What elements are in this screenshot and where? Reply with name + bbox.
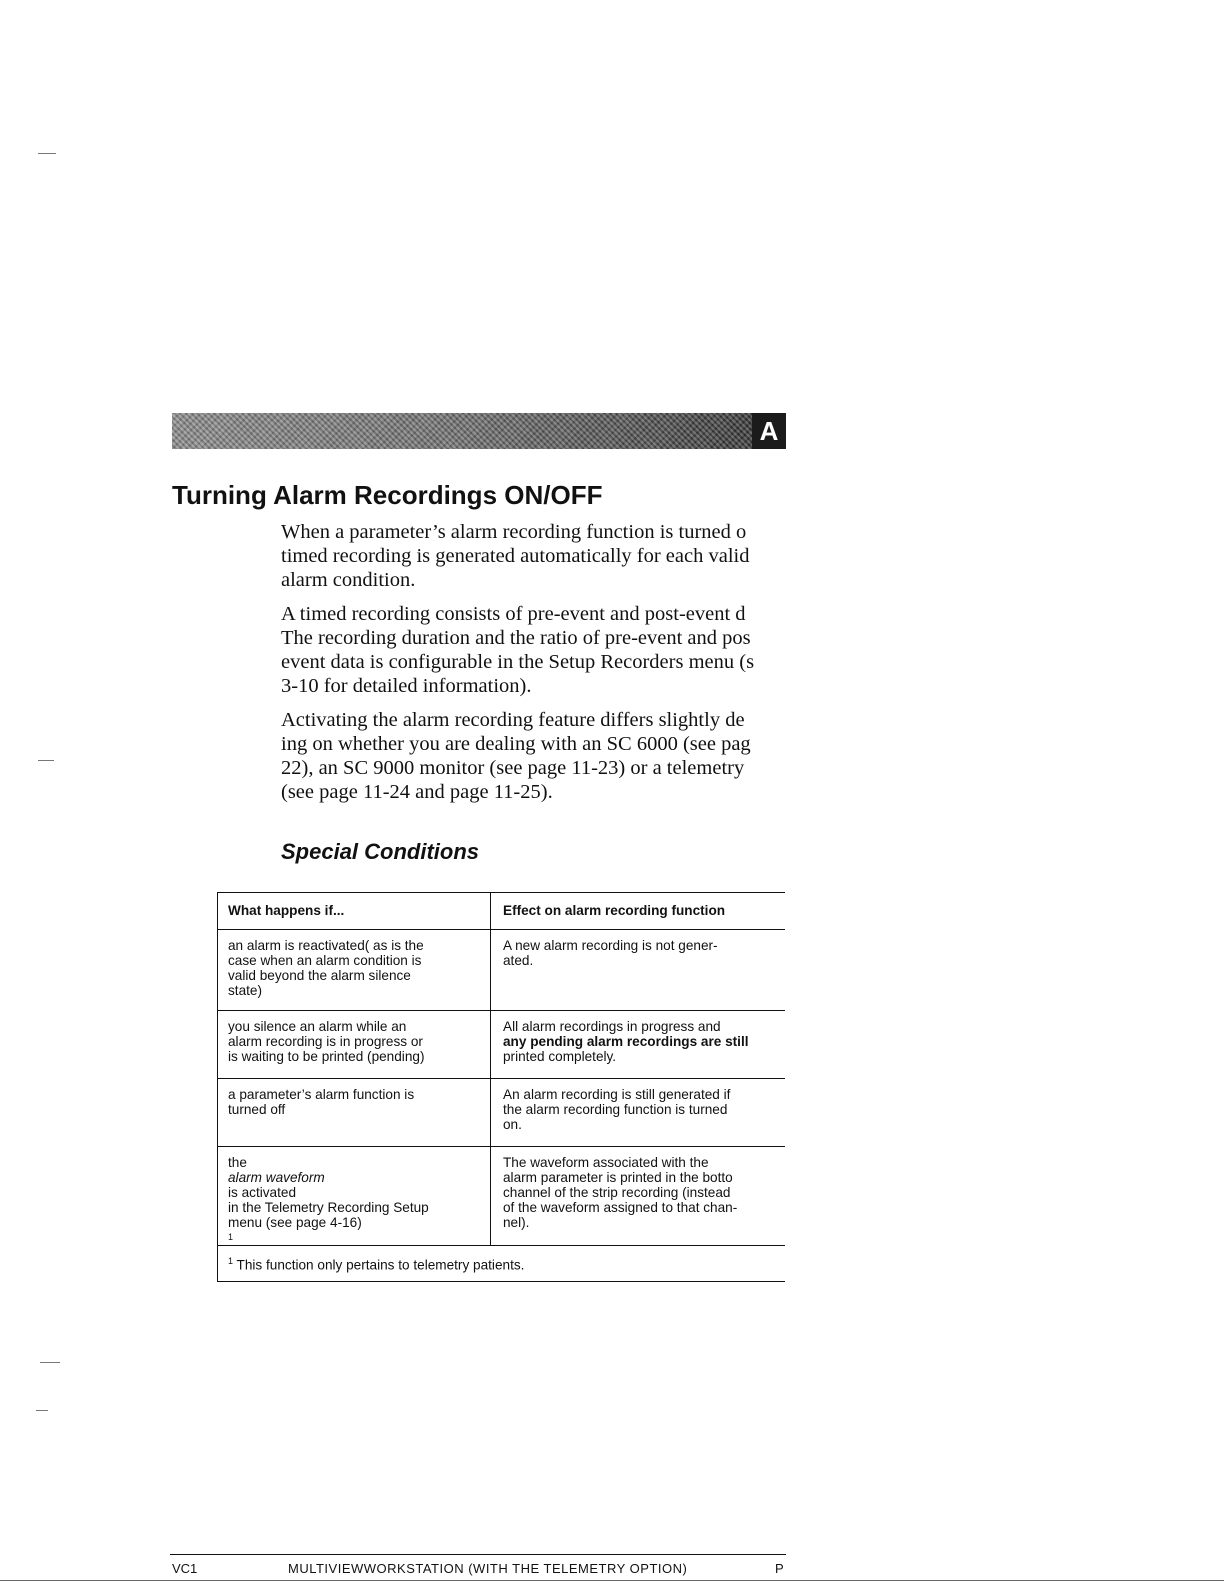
paragraph-2: A timed recording consists of pre-event and post-event d The recording duration and the ratio of pre-event and pos event data is configurable in the Setup Recorders menu (s 3-10 for detailed information). — [281, 603, 755, 697]
special-conditions-heading: Special Conditions — [281, 839, 480, 864]
scan-mark — [40, 1362, 60, 1363]
column-header-effect: Effect on alarm recording function — [503, 903, 726, 918]
table-row — [217, 930, 785, 1011]
appendix-letter: A — [752, 413, 786, 449]
footer-left: VC1 — [172, 1561, 198, 1576]
scan-mark — [38, 760, 54, 761]
table-header — [217, 892, 785, 930]
section-title: Turning Alarm Recordings ON/OFF — [172, 480, 603, 510]
scan-mark — [38, 153, 56, 154]
table-row — [217, 1079, 785, 1147]
effect-cell: All alarm recordings in progress and any pending alarm recordings are still printed completely. — [503, 1019, 749, 1064]
effect-cell: A new alarm recording is not gener- ated. — [503, 938, 718, 968]
footnote-reference: 1 — [228, 1232, 234, 1242]
paragraph-3: Activating the alarm recording feature differs slightly de ing on whether you are dealing with an SC 6000 (see pag 22), an SC 9000 monitor (see page 11-23) or a telemetry (see page 11-24 and page 11-25). — [281, 709, 751, 803]
condition-cell: an alarm is reactivated( as is the case when an alarm condition is valid beyond the alarm silence state) — [217, 930, 491, 1010]
footer-rule — [170, 1554, 786, 1555]
column-header-what: What happens if... — [217, 893, 491, 929]
scan-mark — [36, 1410, 48, 1411]
footer-center: MULTIVIEWWORKSTATION (WITH THE TELEMETRY OPTION) — [288, 1561, 688, 1576]
effect-cell: An alarm recording is still generated if the alarm recording function is turned on. — [503, 1087, 731, 1132]
page-edge-rule — [0, 1580, 1224, 1581]
table-footnote: $^1$ This function only pertains to telemetry patients. — [217, 1246, 785, 1282]
table-row — [217, 1011, 785, 1079]
paragraph-1: When a parameter’s alarm recording function is turned o timed recording is generated automatically for each valid alarm condition. — [281, 521, 750, 591]
chapter-banner — [172, 413, 786, 449]
footer-right: P — [775, 1561, 784, 1576]
conditions-table — [217, 892, 785, 1282]
condition-cell: the alarm waveform is activated in the Telemetry Recording Setup menu (see page 4-16) $^1$ — [217, 1147, 491, 1245]
condition-cell: you silence an alarm while an alarm recording is in progress or is waiting to be printed (pending) — [217, 1011, 491, 1078]
condition-cell: a parameter’s alarm function is turned off — [217, 1079, 491, 1146]
table-row — [217, 1147, 785, 1246]
effect-cell: The waveform associated with the alarm parameter is printed in the botto channel of the strip recording (instead of the waveform assigned to that chan- nel). — [503, 1155, 738, 1230]
body-text — [281, 520, 785, 814]
